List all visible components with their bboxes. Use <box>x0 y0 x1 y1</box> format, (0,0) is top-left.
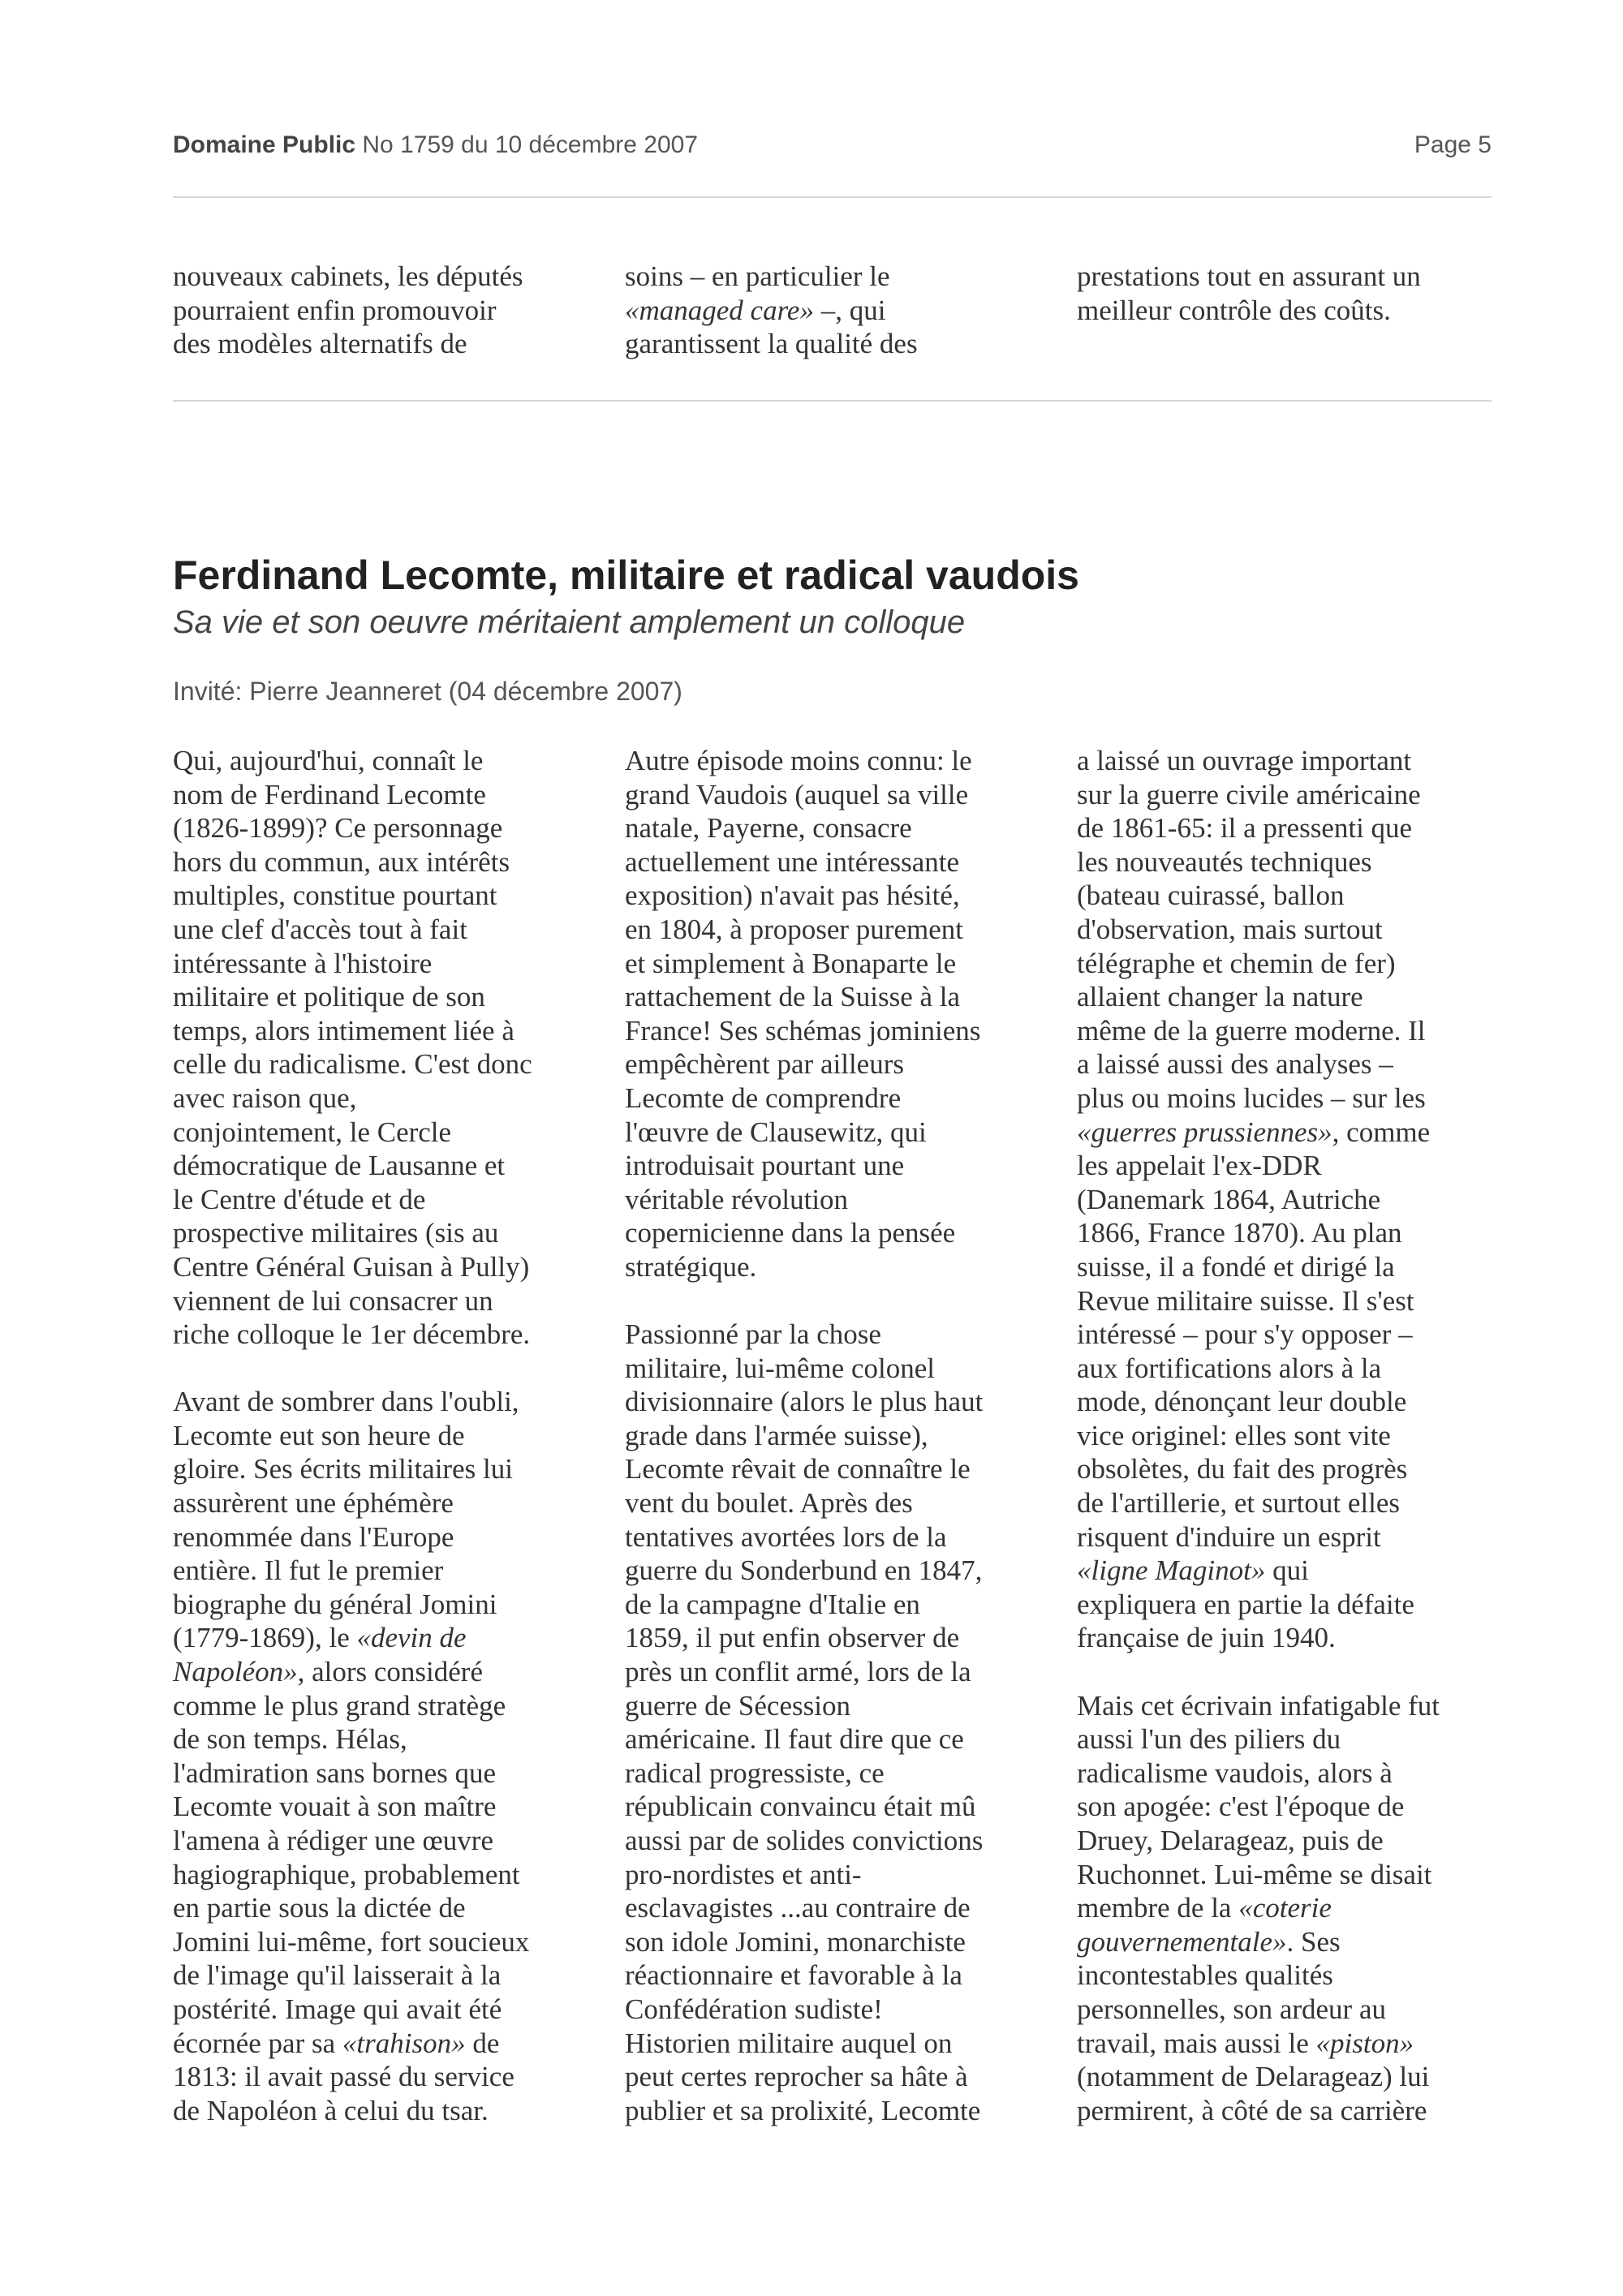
text-line: d'observation, mais surtout <box>1077 913 1383 945</box>
text-line: (Danemark 1864, Autriche <box>1077 1183 1381 1215</box>
text-line: démocratique de Lausanne et <box>173 1150 506 1182</box>
text-line: permirent, à côté de sa carrière <box>1077 2094 1427 2126</box>
text-line: publier et sa prolixité, Lecomte <box>625 2094 981 2126</box>
text-line: vent du boulet. Après des <box>625 1487 913 1520</box>
text-line: pourraient enfin promouvoir <box>173 294 497 326</box>
text-line: l'amena à rédiger une œuvre <box>173 1825 493 1856</box>
paragraph-break <box>625 1284 983 1318</box>
text-line: «ligne Maginot» qui <box>1077 1554 1309 1587</box>
text-line: Autre épisode moins connu: le <box>625 745 972 776</box>
text-line: intéressé – pour s'y opposer – <box>1077 1318 1413 1351</box>
text-line: en 1804, à proposer purement <box>625 913 963 945</box>
text-line: intéressante à l'histoire <box>173 947 433 979</box>
continuation-column-3 <box>1077 260 1421 327</box>
text-line: de 1861-65: il a pressenti que <box>1077 812 1413 845</box>
page-header <box>173 131 1492 167</box>
text-line: Avant de sombrer dans l'oubli, <box>173 1386 519 1418</box>
text-line: Mais cet écrivain infatigable fut <box>1077 1689 1440 1722</box>
text-line: Confédération sudiste! <box>625 1993 883 2025</box>
text-line: Revue militaire suisse. Il s'est <box>1077 1284 1414 1317</box>
text-line: 1859, il put enfin observer de <box>625 1622 960 1654</box>
article-subtitle: Sa vie et son oeuvre méritaient amplement un colloque <box>173 604 966 640</box>
text-line: garantissent la qualité des <box>625 328 918 360</box>
text-line: stratégique. <box>625 1250 757 1283</box>
paragraph-break <box>173 1352 532 1386</box>
text-line: vice originel: elles sont vite <box>1077 1419 1391 1451</box>
text-line: entière. Il fut le premier <box>173 1554 444 1587</box>
text-line: peut certes reprocher sa hâte à <box>625 2061 968 2093</box>
article-title: Ferdinand Lecomte, militaire et radical vaudois <box>173 553 1079 598</box>
text-line: gouvernementale». Ses <box>1077 1925 1341 1958</box>
text-line: celle du radicalisme. C'est donc <box>173 1048 532 1081</box>
text-line: personnelles, son ardeur au <box>1077 1993 1386 2025</box>
text-line: France! Ses schémas jominiens <box>625 1014 981 1047</box>
text-line: assurèrent une éphémère <box>173 1487 454 1520</box>
text-line: (notamment de Delarageaz) lui <box>1077 2061 1430 2093</box>
text-line: multiples, constitue pourtant <box>173 879 497 912</box>
text-line: Centre Général Guisan à Pully) <box>173 1250 530 1283</box>
text-line: écornée par sa «trahison» de <box>173 2027 500 2059</box>
text-line: et simplement à Bonaparte le <box>625 947 957 979</box>
text-line: actuellement une intéressante <box>625 845 960 878</box>
text-line: empêchèrent par ailleurs <box>625 1048 904 1081</box>
text-line: plus ou moins lucides – sur les <box>1077 1081 1426 1114</box>
text-line: (bateau cuirassé, ballon <box>1077 879 1345 912</box>
paragraph-break <box>1077 1655 1440 1689</box>
text-line: de l'artillerie, et surtout elles <box>1077 1487 1400 1520</box>
text-line: nouveaux cabinets, les députés <box>173 260 523 292</box>
text-line: hors du commun, aux intérêts <box>173 845 510 878</box>
text-line: a laissé aussi des analyses – <box>1077 1048 1393 1081</box>
text-line: Napoléon», alors considéré <box>173 1656 483 1688</box>
text-line: soins – en particulier le <box>625 260 890 292</box>
text-line: risquent d'induire un esprit <box>1077 1520 1381 1553</box>
text-line: «managed care» –, qui <box>625 294 886 326</box>
text-line: guerre de Sécession <box>625 1689 850 1722</box>
text-line: Lecomte rêvait de connaître le <box>625 1453 971 1486</box>
text-line: obsolètes, du fait des progrès <box>1077 1453 1408 1486</box>
text-line: hagiographique, probablement <box>173 1858 520 1890</box>
text-line: 1813: il avait passé du service <box>173 2061 514 2093</box>
text-line: Lecomte de comprendre <box>625 1081 902 1114</box>
text-line: prestations tout en assurant un <box>1077 260 1421 292</box>
issue-info: No 1759 du 10 décembre 2007 <box>362 131 699 158</box>
text-line: allaient changer la nature <box>1077 981 1363 1013</box>
text-line: postérité. Image qui avait été <box>173 1993 502 2025</box>
text-line: incontestables qualités <box>1077 1959 1333 1992</box>
text-line: Druey, Delarageaz, puis de <box>1077 1825 1384 1856</box>
text-line: 1866, France 1870). Au plan <box>1077 1217 1402 1249</box>
text-line: sur la guerre civile américaine <box>1077 778 1421 810</box>
text-line: Ruchonnet. Lui-même se disait <box>1077 1858 1432 1890</box>
text-line: introduisait pourtant une <box>625 1150 905 1182</box>
text-line: les nouveautés techniques <box>1077 845 1372 878</box>
text-line: militaire, lui-même colonel <box>625 1352 935 1384</box>
text-line: riche colloque le 1er décembre. <box>173 1318 531 1351</box>
text-line: télégraphe et chemin de fer) <box>1077 947 1396 979</box>
text-line: républicain convaincu était mû <box>625 1791 976 1823</box>
text-line: aussi l'un des piliers du <box>1077 1723 1341 1756</box>
text-line: nom de Ferdinand Lecomte <box>173 778 486 810</box>
text-line: en partie sous la dictée de <box>173 1892 466 1924</box>
text-line: radical progressiste, ce <box>625 1756 885 1789</box>
text-line: le Centre d'étude et de <box>173 1183 426 1215</box>
article-byline: Invité: Pierre Jeanneret (04 décembre 2007) <box>173 677 682 706</box>
text-line: de son temps. Hélas, <box>173 1723 407 1756</box>
text-line: américaine. Il faut dire que ce <box>625 1723 964 1756</box>
text-line: comme le plus grand stratège <box>173 1689 506 1722</box>
publication-name: Domaine Public <box>173 131 356 158</box>
text-line: grade dans l'armée suisse), <box>625 1419 928 1451</box>
text-line: meilleur contrôle des coûts. <box>1077 294 1391 326</box>
page-number: Page 5 <box>1414 131 1492 158</box>
text-line: française de juin 1940. <box>1077 1622 1336 1654</box>
text-line: l'admiration sans bornes que <box>173 1756 497 1789</box>
text-line: Lecomte vouait à son maître <box>173 1791 497 1823</box>
text-line: grand Vaudois (auquel sa ville <box>625 778 969 810</box>
text-line: biographe du général Jomini <box>173 1588 497 1620</box>
text-line: tentatives avortées lors de la <box>625 1520 947 1553</box>
text-line: Historien militaire auquel on <box>625 2027 953 2059</box>
header-divider <box>173 196 1492 198</box>
text-line: (1826-1899)? Ce personnage <box>173 812 503 845</box>
continuation-column-2 <box>625 260 918 361</box>
text-line: l'œuvre de Clausewitz, qui <box>625 1116 927 1148</box>
text-line: véritable révolution <box>625 1183 849 1215</box>
text-line: les appelait l'ex-DDR <box>1077 1150 1322 1182</box>
text-line: Lecomte eut son heure de <box>173 1419 465 1451</box>
text-line: exposition) n'avait pas hésité, <box>625 879 960 912</box>
text-line: de la campagne d'Italie en <box>625 1588 920 1620</box>
publication-title <box>173 131 698 159</box>
text-line: radicalisme vaudois, alors à <box>1077 1756 1393 1789</box>
text-line: avec raison que, <box>173 1081 357 1114</box>
text-line: une clef d'accès tout à fait <box>173 913 467 945</box>
article-column-1 <box>173 744 532 2127</box>
text-line: aussi par de solides convictions <box>625 1825 984 1856</box>
text-line: suisse, il a fondé et dirigé la <box>1077 1250 1395 1283</box>
text-line: divisionnaire (alors le plus haut <box>625 1386 984 1418</box>
text-line: viennent de lui consacrer un <box>173 1284 493 1317</box>
text-line: travail, mais aussi le «piston» <box>1077 2027 1414 2059</box>
text-line: Jomini lui-même, fort soucieux <box>173 1925 530 1958</box>
text-line: gloire. Ses écrits militaires lui <box>173 1453 513 1486</box>
text-line: de l'image qu'il laisserait à la <box>173 1959 502 1992</box>
text-line: son apogée: c'est l'époque de <box>1077 1791 1405 1823</box>
continuation-column-1 <box>173 260 523 361</box>
text-line: près un conflit armé, lors de la <box>625 1656 971 1688</box>
text-line: expliquera en partie la défaite <box>1077 1588 1414 1620</box>
text-line: militaire et politique de son <box>173 981 485 1013</box>
text-line: son idole Jomini, monarchiste <box>625 1925 966 1958</box>
text-line: pro-nordistes et anti- <box>625 1858 862 1890</box>
text-line: copernicienne dans la pensée <box>625 1217 956 1249</box>
text-line: rattachement de la Suisse à la <box>625 981 961 1013</box>
text-line: mode, dénonçant leur double <box>1077 1386 1407 1418</box>
text-line: Passionné par la chose <box>625 1318 881 1351</box>
article-column-2 <box>625 744 983 2127</box>
text-line: membre de la «coterie <box>1077 1892 1332 1924</box>
text-line: réactionnaire et favorable à la <box>625 1959 962 1992</box>
text-line: esclavagistes ...au contraire de <box>625 1892 971 1924</box>
text-line: conjointement, le Cercle <box>173 1116 452 1148</box>
article-column-3 <box>1077 744 1440 2127</box>
text-line: de Napoléon à celui du tsar. <box>173 2094 489 2126</box>
text-line: Qui, aujourd'hui, connaît le <box>173 745 484 776</box>
text-line: prospective militaires (sis au <box>173 1217 499 1249</box>
article-divider <box>173 400 1492 402</box>
text-line: renommée dans l'Europe <box>173 1520 454 1553</box>
text-line: «guerres prussiennes», comme <box>1077 1116 1431 1148</box>
text-line: guerre du Sonderbund en 1847, <box>625 1554 983 1587</box>
text-line: des modèles alternatifs de <box>173 328 467 360</box>
text-line: temps, alors intimement liée à <box>173 1014 514 1047</box>
text-line: natale, Payerne, consacre <box>625 812 912 845</box>
text-line: aux fortifications alors à la <box>1077 1352 1382 1384</box>
text-line: même de la guerre moderne. Il <box>1077 1014 1426 1047</box>
text-line: (1779-1869), le «devin de <box>173 1622 467 1654</box>
text-line: a laissé un ouvrage important <box>1077 745 1412 776</box>
